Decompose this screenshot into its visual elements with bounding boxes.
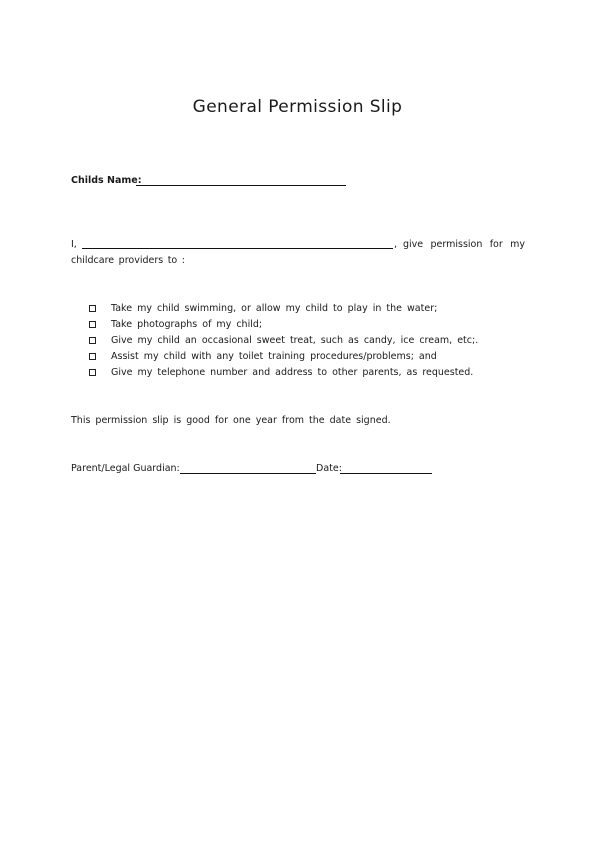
- permission-toilet-training: Assist my child with any toilet training procedures/problems; and: [111, 351, 437, 362]
- permission-sweet-treat: Give my child an occasional sweet treat, such as candy, ice cream, etc;.: [111, 335, 479, 346]
- child-name-field[interactable]: [136, 185, 346, 186]
- date-field[interactable]: [340, 473, 432, 474]
- checkbox-sweet-treat[interactable]: [89, 337, 96, 344]
- date-label: Date:: [316, 463, 342, 474]
- permission-contact-info: Give my telephone number and address to other parents, as requested.: [111, 367, 474, 378]
- permission-photographs: Take photographs of my child;: [111, 319, 263, 330]
- validity-statement: This permission slip is good for one year from the date signed.: [71, 415, 391, 426]
- guardian-label: Parent/Legal Guardian:: [71, 463, 180, 474]
- document-title: General Permission Slip: [192, 97, 403, 117]
- guardian-signature-field[interactable]: [180, 473, 316, 474]
- checkbox-swimming[interactable]: [89, 305, 96, 312]
- intro-permission-text: give permission for my: [403, 239, 525, 250]
- permission-swimming: Take my child swimming, or allow my child to play in the water;: [111, 303, 438, 314]
- intro-line-2: childcare providers to :: [71, 255, 185, 266]
- intro-prefix: I,: [71, 239, 77, 250]
- parent-name-field[interactable]: [82, 248, 393, 249]
- intro-comma: ,: [394, 239, 398, 250]
- checkbox-toilet-training[interactable]: [89, 353, 96, 360]
- checkbox-contact-info[interactable]: [89, 369, 96, 376]
- child-name-label: Childs Name:: [71, 175, 142, 186]
- checkbox-photographs[interactable]: [89, 321, 96, 328]
